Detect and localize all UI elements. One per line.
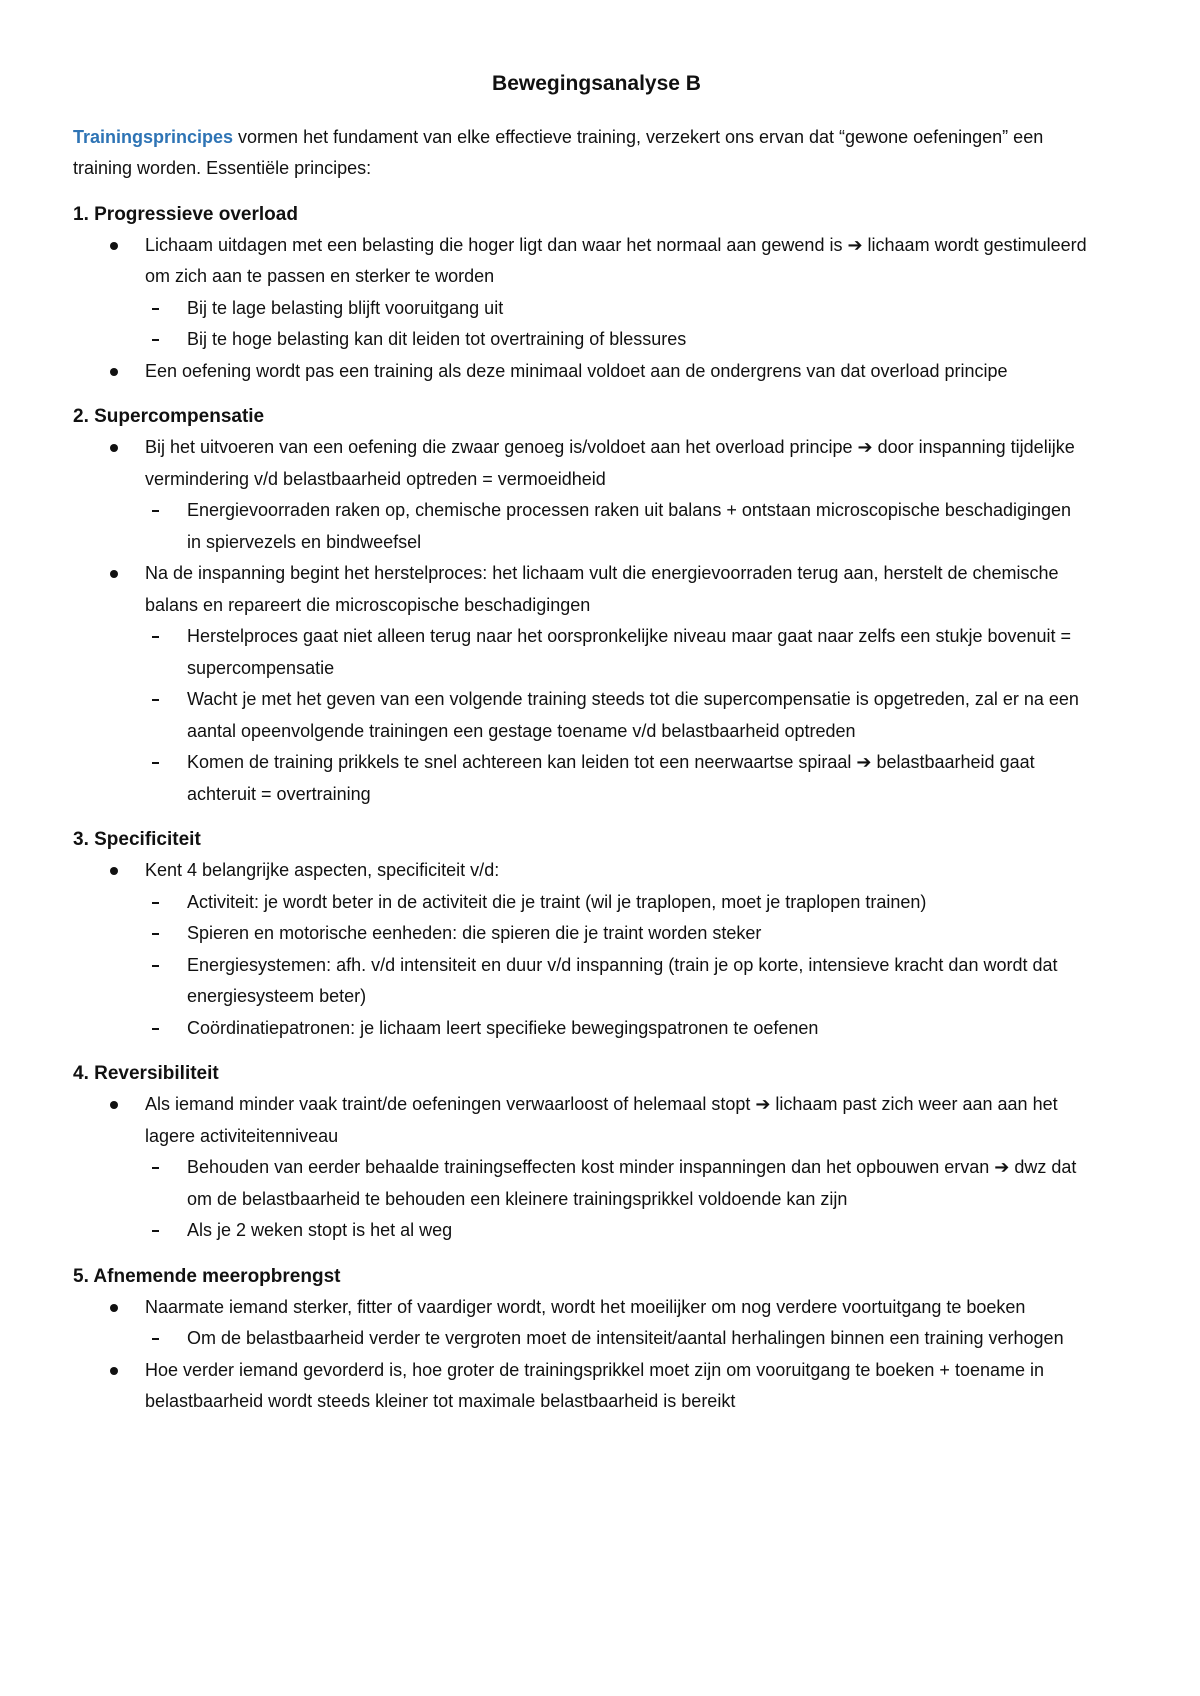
bullet-item: Bij het uitvoeren van een oefening die zwaar genoeg is/voldoet aan het overload principe ➔ door inspanning tijdelijke vermindering v/d belastbaarheid optreden = vermoeidheid <box>73 432 1090 495</box>
bullet-list <box>73 432 1090 810</box>
section <box>73 1261 1090 1418</box>
section-heading: 1. Progressieve overload <box>73 203 298 225</box>
sub-bullet-item: Spieren en motorische eenheden: die spieren die je traint worden steker <box>73 918 1090 950</box>
bullet-item: Lichaam uitdagen met een belasting die hoger ligt dan waar het normaal aan gewend is ➔ lichaam wordt gestimuleerd om zich aan te passen en sterker te worden <box>73 230 1090 293</box>
sub-bullet-item: Energiesystemen: afh. v/d intensiteit en duur v/d inspanning (train je op korte, intensieve kracht dan wordt dat energiesysteem beter) <box>73 950 1090 1013</box>
sub-bullet-item: Bij te lage belasting blijft vooruitgang uit <box>73 293 1090 325</box>
intro-paragraph <box>73 122 1090 185</box>
section-heading: 4. Reversibiliteit <box>73 1063 219 1084</box>
sub-bullet-item: Behouden van eerder behaalde trainingseffecten kost minder inspanningen dan het opbouwen ervan ➔ dwz dat om de belastbaarheid te behouden een kleinere trainingsprikkel voldoende kan zijn <box>73 1152 1090 1215</box>
sub-bullet-item: Om de belastbaarheid verder te vergroten moet de intensiteit/aantal herhalingen binnen een training verhogen <box>73 1323 1090 1355</box>
intro-term: Trainingsprincipes <box>73 126 234 147</box>
sub-bullet-item: Komen de training prikkels te snel achtereen kan leiden tot een neerwaartse spiraal ➔ belastbaarheid gaat achteruit = overtraining <box>73 747 1090 810</box>
sub-bullet-item: Activiteit: je wordt beter in de activiteit die je traint (wil je traplopen, moet je traplopen trainen) <box>73 887 1090 919</box>
section <box>73 401 1090 810</box>
bullet-item: Kent 4 belangrijke aspecten, specificiteit v/d: <box>73 855 1090 887</box>
section <box>73 1058 1090 1247</box>
section <box>73 199 1090 388</box>
bullet-item: Als iemand minder vaak traint/de oefeningen verwaarloost of helemaal stopt ➔ lichaam past zich weer aan aan het lagere activiteitenniveau <box>73 1089 1090 1152</box>
bullet-list <box>73 1089 1090 1247</box>
sub-bullet-item: Als je 2 weken stopt is het al weg <box>73 1215 1090 1247</box>
section-heading: 2. Supercompensatie <box>73 406 265 427</box>
section-heading: 3. Specificiteit <box>73 829 201 850</box>
sub-bullet-item: Wacht je met het geven van een volgende training steeds tot die supercompensatie is opgetreden, zal er na een aantal opeenvolgende trainingen een gestage toename v/d belastbaarheid optreden <box>73 684 1090 747</box>
document-title: Bewegingsanalyse B <box>492 72 701 95</box>
sections-container <box>73 199 1090 1418</box>
sub-bullet-item: Herstelproces gaat niet alleen terug naar het oorspronkelijke niveau maar gaat naar zelfs een stukje bovenuit = supercompensatie <box>73 621 1090 684</box>
section <box>73 824 1090 1044</box>
sub-bullet-item: Coördinatiepatronen: je lichaam leert specifieke bewegingspatronen te oefenen <box>73 1013 1090 1045</box>
bullet-item: Hoe verder iemand gevorderd is, hoe groter de trainingsprikkel moet zijn om vooruitgang te boeken + toename in belastbaarheid wordt steeds kleiner tot maximale belastbaarheid is bereikt <box>73 1355 1090 1418</box>
intro-text: vormen het fundament van elke effectieve training, verzekert ons ervan dat “gewone oefeningen” een training worden. Essentiële principes: <box>73 126 1044 178</box>
bullet-item: Naarmate iemand sterker, fitter of vaardiger wordt, wordt het moeilijker om nog verdere voortuitgang te boeken <box>73 1292 1090 1324</box>
sub-bullet-item: Energievoorraden raken op, chemische processen raken uit balans + ontstaan microscopische beschadigingen in spiervezels en bindweefsel <box>73 495 1090 558</box>
bullet-list <box>73 1292 1090 1418</box>
bullet-list <box>73 230 1090 388</box>
bullet-item: Een oefening wordt pas een training als deze minimaal voldoet aan de ondergrens van dat overload principe <box>73 356 1090 388</box>
section-heading: 5. Afnemende meeropbrengst <box>73 1265 341 1287</box>
bullet-list <box>73 855 1090 1044</box>
sub-bullet-item: Bij te hoge belasting kan dit leiden tot overtraining of blessures <box>73 324 1090 356</box>
bullet-item: Na de inspanning begint het herstelproces: het lichaam vult die energievoorraden terug aan, herstelt de chemische balans en repareert die microscopische beschadigingen <box>73 558 1090 621</box>
